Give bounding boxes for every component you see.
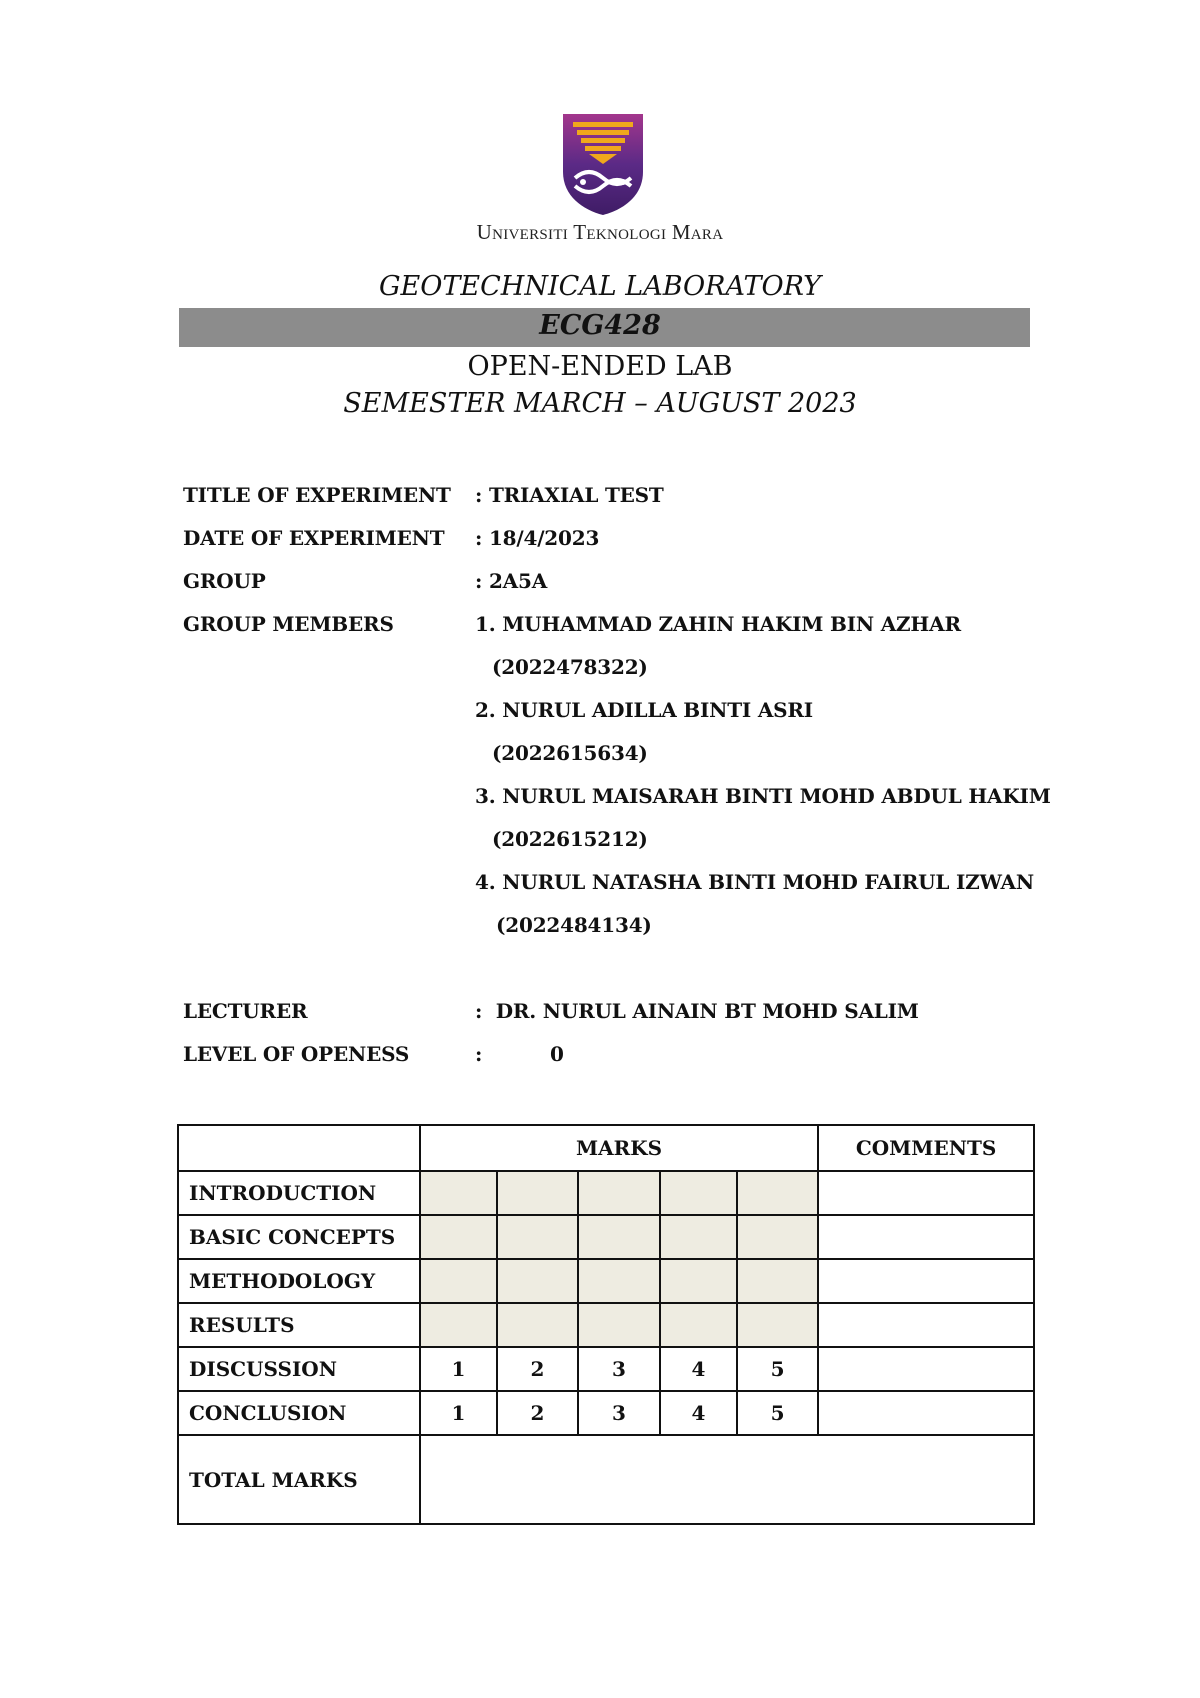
row-label: BASIC CONCEPTS: [178, 1215, 420, 1259]
score-cell[interactable]: [660, 1171, 737, 1215]
comment-cell[interactable]: [818, 1391, 1034, 1435]
score-cell[interactable]: [737, 1215, 818, 1259]
score-cell[interactable]: [660, 1215, 737, 1259]
marks-table: [177, 1124, 1035, 1525]
score-cell[interactable]: [578, 1303, 660, 1347]
score-cell[interactable]: [420, 1171, 497, 1215]
member-name: 1. MUHAMMAD ZAHIN HAKIM BIN AZHAR: [475, 612, 961, 636]
member-id: (2022484134): [496, 913, 652, 937]
score-cell[interactable]: 5: [737, 1347, 818, 1391]
title-value: : TRIAXIAL TEST: [475, 483, 664, 507]
comments-header: COMMENTS: [818, 1125, 1034, 1171]
score-cell[interactable]: [497, 1259, 578, 1303]
marks-header: MARKS: [420, 1125, 818, 1171]
score-cell[interactable]: 1: [420, 1347, 497, 1391]
score-cell[interactable]: 3: [578, 1391, 660, 1435]
member-name: 2. NURUL ADILLA BINTI ASRI: [475, 698, 813, 722]
table-row: [178, 1171, 1034, 1215]
score-cell[interactable]: [578, 1215, 660, 1259]
score-cell[interactable]: [737, 1259, 818, 1303]
total-label: TOTAL MARKS: [178, 1435, 420, 1524]
score-cell[interactable]: 2: [497, 1391, 578, 1435]
row-label: INTRODUCTION: [178, 1171, 420, 1215]
semester: SEMESTER MARCH – AUGUST 2023: [343, 388, 857, 419]
row-label: METHODOLOGY: [178, 1259, 420, 1303]
group-value: : 2A5A: [475, 569, 548, 593]
member-name: 3. NURUL MAISARAH BINTI MOHD ABDUL HAKIM: [475, 784, 1051, 808]
score-cell[interactable]: [660, 1259, 737, 1303]
score-cell[interactable]: [737, 1303, 818, 1347]
lab-title: GEOTECHNICAL LABORATORY: [378, 271, 822, 302]
member-id: (2022478322): [492, 655, 648, 679]
score-cell[interactable]: [420, 1259, 497, 1303]
table-row: [178, 1303, 1034, 1347]
row-label: RESULTS: [178, 1303, 420, 1347]
member-id: (2022615212): [492, 827, 648, 851]
score-cell[interactable]: [497, 1303, 578, 1347]
score-cell[interactable]: [578, 1171, 660, 1215]
table-row: [178, 1259, 1034, 1303]
date-label: DATE OF EXPERIMENT: [183, 526, 445, 550]
score-cell[interactable]: 2: [497, 1347, 578, 1391]
score-cell[interactable]: [420, 1303, 497, 1347]
university-name: Universiti Teknologi Mara: [476, 220, 724, 244]
row-label: DISCUSSION: [178, 1347, 420, 1391]
score-cell[interactable]: 1: [420, 1391, 497, 1435]
comment-cell[interactable]: [818, 1347, 1034, 1391]
table-header-row: [178, 1125, 1034, 1171]
comment-cell[interactable]: [818, 1303, 1034, 1347]
table-row: [178, 1347, 1034, 1391]
group-label: GROUP: [183, 569, 266, 593]
score-cell[interactable]: 4: [660, 1347, 737, 1391]
lecturer-value: : DR. NURUL AINAIN BT MOHD SALIM: [475, 999, 919, 1023]
uitm-crest-icon: [561, 112, 645, 216]
total-row: [178, 1435, 1034, 1524]
total-value-cell[interactable]: [420, 1435, 1034, 1524]
title-label: TITLE OF EXPERIMENT: [183, 483, 451, 507]
header-empty-cell: [178, 1125, 420, 1171]
openess-value: 0: [550, 1042, 564, 1066]
score-cell[interactable]: 4: [660, 1391, 737, 1435]
course-code: ECG428: [539, 310, 661, 341]
member-name: 4. NURUL NATASHA BINTI MOHD FAIRUL IZWAN: [475, 870, 1034, 894]
score-cell[interactable]: [578, 1259, 660, 1303]
score-cell[interactable]: [497, 1171, 578, 1215]
score-cell[interactable]: [660, 1303, 737, 1347]
score-cell[interactable]: [420, 1215, 497, 1259]
openess-label: LEVEL OF OPENESS: [183, 1042, 410, 1066]
table-row: [178, 1391, 1034, 1435]
members-label: GROUP MEMBERS: [183, 612, 394, 636]
score-cell[interactable]: 5: [737, 1391, 818, 1435]
comment-cell[interactable]: [818, 1171, 1034, 1215]
member-id: (2022615634): [492, 741, 648, 765]
row-label: CONCLUSION: [178, 1391, 420, 1435]
lab-type: OPEN-ENDED LAB: [467, 351, 733, 382]
openess-colon: :: [475, 1042, 483, 1066]
comment-cell[interactable]: [818, 1215, 1034, 1259]
date-value: : 18/4/2023: [475, 526, 600, 550]
comment-cell[interactable]: [818, 1259, 1034, 1303]
table-row: [178, 1215, 1034, 1259]
score-cell[interactable]: 3: [578, 1347, 660, 1391]
score-cell[interactable]: [737, 1171, 818, 1215]
score-cell[interactable]: [497, 1215, 578, 1259]
lecturer-label: LECTURER: [183, 999, 308, 1023]
